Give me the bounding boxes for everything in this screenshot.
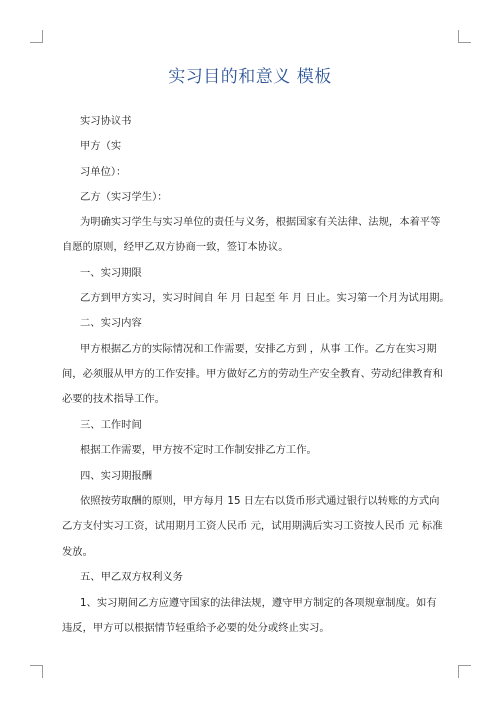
crop-mark-bottom-right (458, 665, 471, 678)
paragraph-period: 乙方到甲方实习，实习时间自 年 月 日起至 年 月 日止。实习第一个月为试用期。 (80, 292, 450, 304)
paragraph-intro-1: 为明确实习学生与实习单位的责任与义务，根据国家有关法律、法规，本着平等 (80, 216, 441, 228)
document-title: 实习目的和意义 模板 (168, 67, 332, 87)
paragraph-intro-2: 自愿的原则，经甲乙双方协商一致，签订本协议。 (62, 241, 289, 253)
paragraph-content-3: 必要的技术指导工作。 (62, 393, 165, 405)
section-heading-3: 三、工作时间 (80, 419, 142, 431)
paragraph-worktime: 根据工作需要，甲方按不定时工作制安排乙方工作。 (80, 444, 317, 456)
paragraph-rights-2: 违反，甲方可以根据情节轻重给予必要的处分或终止实习。 (62, 622, 330, 634)
crop-mark-top-right (458, 30, 471, 43)
section-heading-2: 二、实习内容 (80, 317, 142, 329)
paragraph-rights-1: 1、实习期间乙方应遵守国家的法律法规，遵守甲方制定的各项规章制度。如有 (80, 597, 437, 609)
crop-mark-bottom-left (30, 665, 43, 678)
paragraph-party-a-1: 甲方（实 (80, 140, 122, 152)
paragraph-content-1: 甲方根据乙方的实际情况和工作需要，安排乙方到 ，从事 工作。乙方在实习期 (80, 343, 437, 355)
crop-mark-top-left (30, 30, 43, 43)
paragraph-agreement-heading: 实习协议书 (80, 115, 132, 127)
paragraph-pay-2: 乙方支付实习工资，试用期月工资人民币 元，试用期满后实习工资按人民币 元 标准 (62, 520, 443, 532)
paragraph-content-2: 间，必须服从甲方的工作安排。甲方做好乙方的劳动生产安全教育、劳动纪律教育和 (62, 368, 443, 380)
paragraph-pay-1: 依照按劳取酬的原则，甲方每月 15 日左右以货币形式通过银行以转账的方式向 (80, 495, 440, 507)
section-heading-1: 一、实习期限 (80, 267, 142, 279)
paragraph-party-b: 乙方（实习学生）： (80, 191, 168, 203)
paragraph-pay-3: 发放。 (62, 546, 93, 558)
section-heading-4: 四、实习期报酬 (80, 470, 153, 482)
section-heading-5: 五、甲乙双方权利义务 (80, 571, 183, 583)
paragraph-party-a-2: 习单位）： (80, 166, 127, 178)
